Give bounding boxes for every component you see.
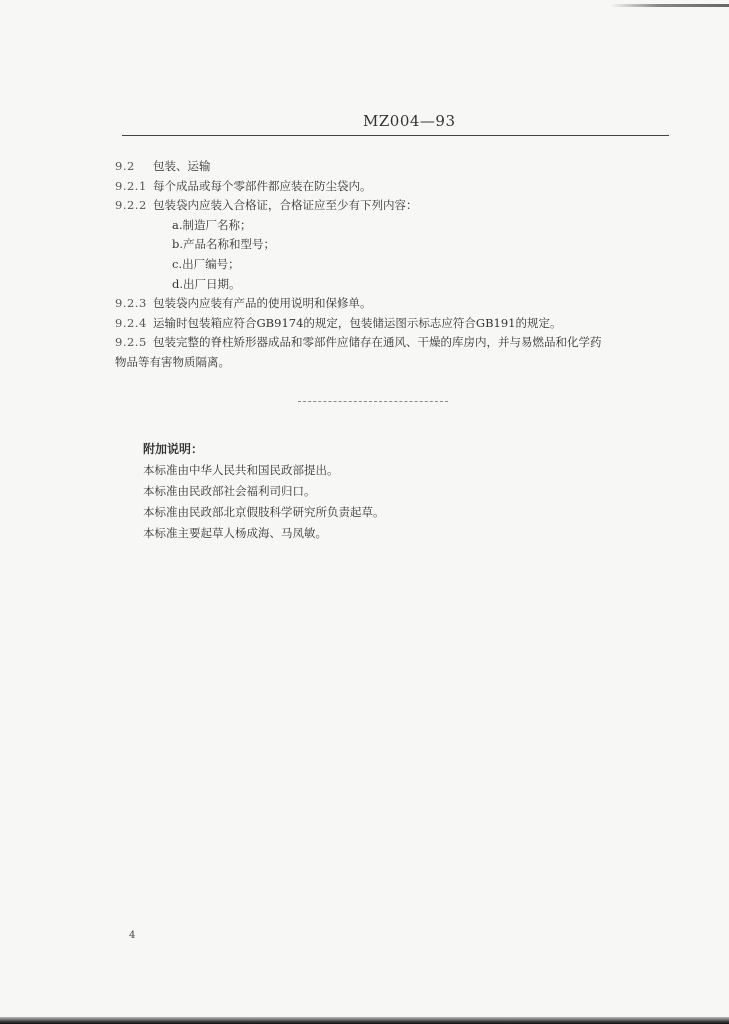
header-rule <box>122 135 669 136</box>
section-number: 9.2 <box>115 159 135 173</box>
appendix-item: 本标准由民政部社会福利司归口。 <box>143 484 316 498</box>
appendix <box>143 438 613 544</box>
appendix-item: 本标准由民政部北京假肢科学研究所负责起草。 <box>143 505 385 519</box>
section-line <box>115 196 695 216</box>
section-number: 9.2.1 <box>115 178 147 193</box>
document-code: MZ004—93 <box>363 112 456 130</box>
section-line <box>115 157 695 177</box>
section-line <box>115 333 695 353</box>
section-number: 9.2.3 <box>115 296 147 311</box>
section-line <box>115 177 695 197</box>
section-text: 包装袋内应装入合格证，合格证应至少有下列内容： <box>153 198 418 213</box>
section-number: 9.2.4 <box>115 315 147 330</box>
body-text <box>115 157 695 373</box>
scan-edge-bottom <box>0 1017 729 1024</box>
section-divider <box>298 401 448 403</box>
list-item: c.出厂编号； <box>172 256 240 271</box>
section-text: 运输时包装箱应符合GB9174的规定，包装储运图示标志应符合GB191的规定。 <box>153 315 562 330</box>
page-number: 4 <box>129 930 136 941</box>
scan-edge-top <box>610 4 729 7</box>
list-item: d.出厂日期。 <box>172 276 241 291</box>
section-text: 包装完整的脊柱矫形器成品和零部件应储存在通风、干燥的库房内，并与易燃品和化学药 <box>153 335 602 350</box>
section-number: 9.2.5 <box>115 335 147 350</box>
list-item: b.产品名称和型号； <box>172 237 276 252</box>
section-text: 包装袋内应装有产品的使用说明和保修单。 <box>153 296 372 311</box>
appendix-item: 本标准由中华人民共和国民政部提出。 <box>143 463 339 477</box>
section-continuation: 物品等有害物质隔离。 <box>115 354 230 369</box>
section-line <box>115 314 695 334</box>
appendix-title: 附加说明： <box>143 442 204 456</box>
section-line <box>115 294 695 314</box>
section-text: 包装、运输 <box>153 159 211 173</box>
section-text: 每个成品或每个零部件都应装在防尘袋内。 <box>153 178 372 193</box>
section-number: 9.2.2 <box>115 198 147 213</box>
list-item: a.制造厂名称； <box>172 217 252 232</box>
appendix-item: 本标准主要起草人杨成海、马凤敏。 <box>143 526 327 540</box>
